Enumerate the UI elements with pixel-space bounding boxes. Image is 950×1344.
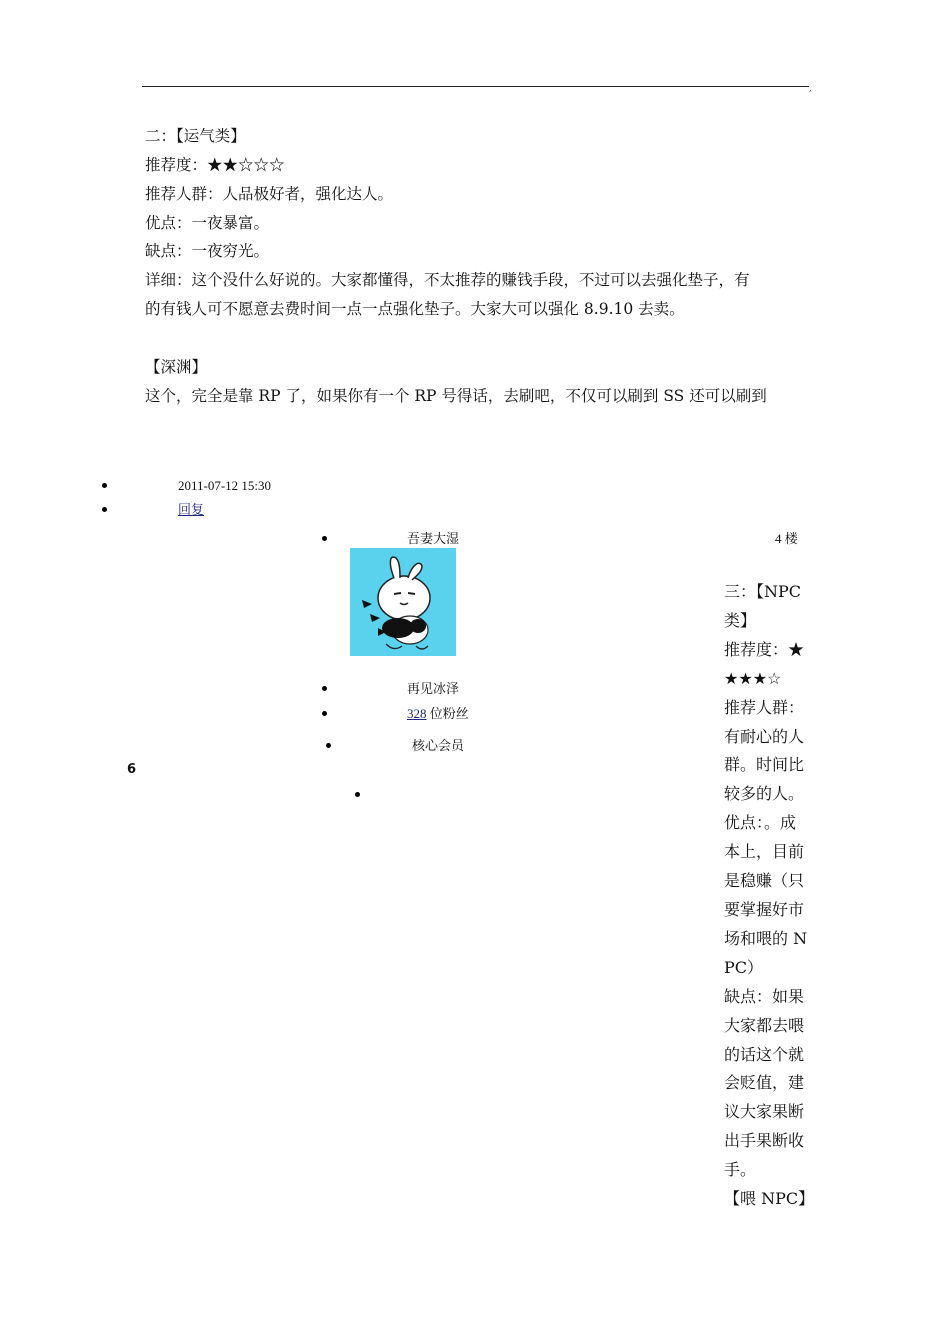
list-bullet [322, 536, 327, 541]
member-rank: 核心会员 [412, 738, 465, 753]
npc-section-line: 手。 [724, 1160, 757, 1180]
fans-count [407, 706, 469, 722]
abyss-heading: 【深渊】 [145, 358, 208, 376]
npc-section-line: 本上，目前 [724, 842, 805, 862]
npc-section-line: 有耐心的人 [724, 726, 805, 746]
list-bullet [322, 686, 327, 691]
fans-count-link[interactable]: 328 [407, 706, 427, 721]
npc-section-line: 要掌握好市 [724, 899, 805, 919]
npc-section-line: 场和喂的 N [724, 928, 808, 948]
npc-section-column [724, 578, 814, 1214]
npc-section-line: 类】 [724, 610, 757, 630]
npc-section-line: 会贬值，建 [724, 1073, 805, 1093]
detail-line-2: 的有钱人可不愿意去费时间一点一点强化垫子。大家大可以强化 8.9.10 去卖。 [145, 300, 685, 318]
npc-section-line: 群。时间比 [724, 755, 805, 775]
pros-text: 优点：一夜暴富。 [145, 214, 270, 232]
npc-section-line: 大家都去喂 [724, 1015, 805, 1035]
detail-line-1: 详细：这个没什么好说的。大家都懂得，不太推荐的赚钱手段，不过可以去强化垫子，有 [145, 271, 750, 289]
author-name[interactable]: 吾妻大湿 [407, 531, 460, 546]
npc-section-line: 推荐度：★ [724, 639, 805, 659]
user-nickname: 再见冰泽 [407, 681, 460, 696]
npc-section-line: 缺点：如果 [724, 986, 805, 1006]
npc-section-line: 是稳赚（只 [724, 871, 805, 891]
cartoon-rabbit-avatar-icon [350, 548, 456, 656]
list-bullet [102, 507, 107, 512]
list-bullet [322, 711, 327, 716]
npc-section-line: 优点：。成 [724, 813, 797, 833]
avatar[interactable] [350, 548, 456, 656]
cons-text: 缺点：一夜穷光。 [145, 242, 270, 260]
header-mark: , [809, 84, 812, 93]
npc-section-line: 推荐人群： [724, 697, 805, 717]
npc-section-line: 较多的人。 [724, 784, 805, 804]
list-bullet [355, 792, 360, 797]
post-timestamp: 2011-07-12 15:30 [178, 478, 272, 493]
npc-section-line: 出手果断收 [724, 1131, 805, 1151]
npc-section-line: 的话这个就 [724, 1044, 805, 1064]
fans-count-suffix: 位粉丝 [426, 706, 469, 721]
npc-section-line: PC） [724, 957, 764, 977]
npc-section-line: 【喂 NPC】 [724, 1189, 815, 1209]
page-number: 6 [127, 762, 137, 777]
npc-section-line: 三：【NPC [724, 582, 802, 601]
reply-link[interactable]: 回复 [178, 502, 205, 517]
list-bullet [102, 483, 107, 488]
npc-section-line: 议大家果断 [724, 1102, 805, 1122]
target-audience: 推荐人群：人品极好者，强化达人。 [145, 185, 394, 203]
floor-number: 4 楼 [775, 531, 798, 546]
section-heading: 二：【运气类】 [145, 127, 246, 145]
abyss-text: 这个，完全是靠 RP 了，如果你有一个 RP 号得话，去刷吧，不仅可以刷到 SS 还可以刷到 [145, 387, 767, 405]
recommend-rating: 推荐度：★★☆☆☆ [145, 156, 285, 174]
npc-section-line: ★★★☆ [724, 668, 782, 688]
header-rule [142, 86, 809, 87]
list-bullet [326, 743, 331, 748]
